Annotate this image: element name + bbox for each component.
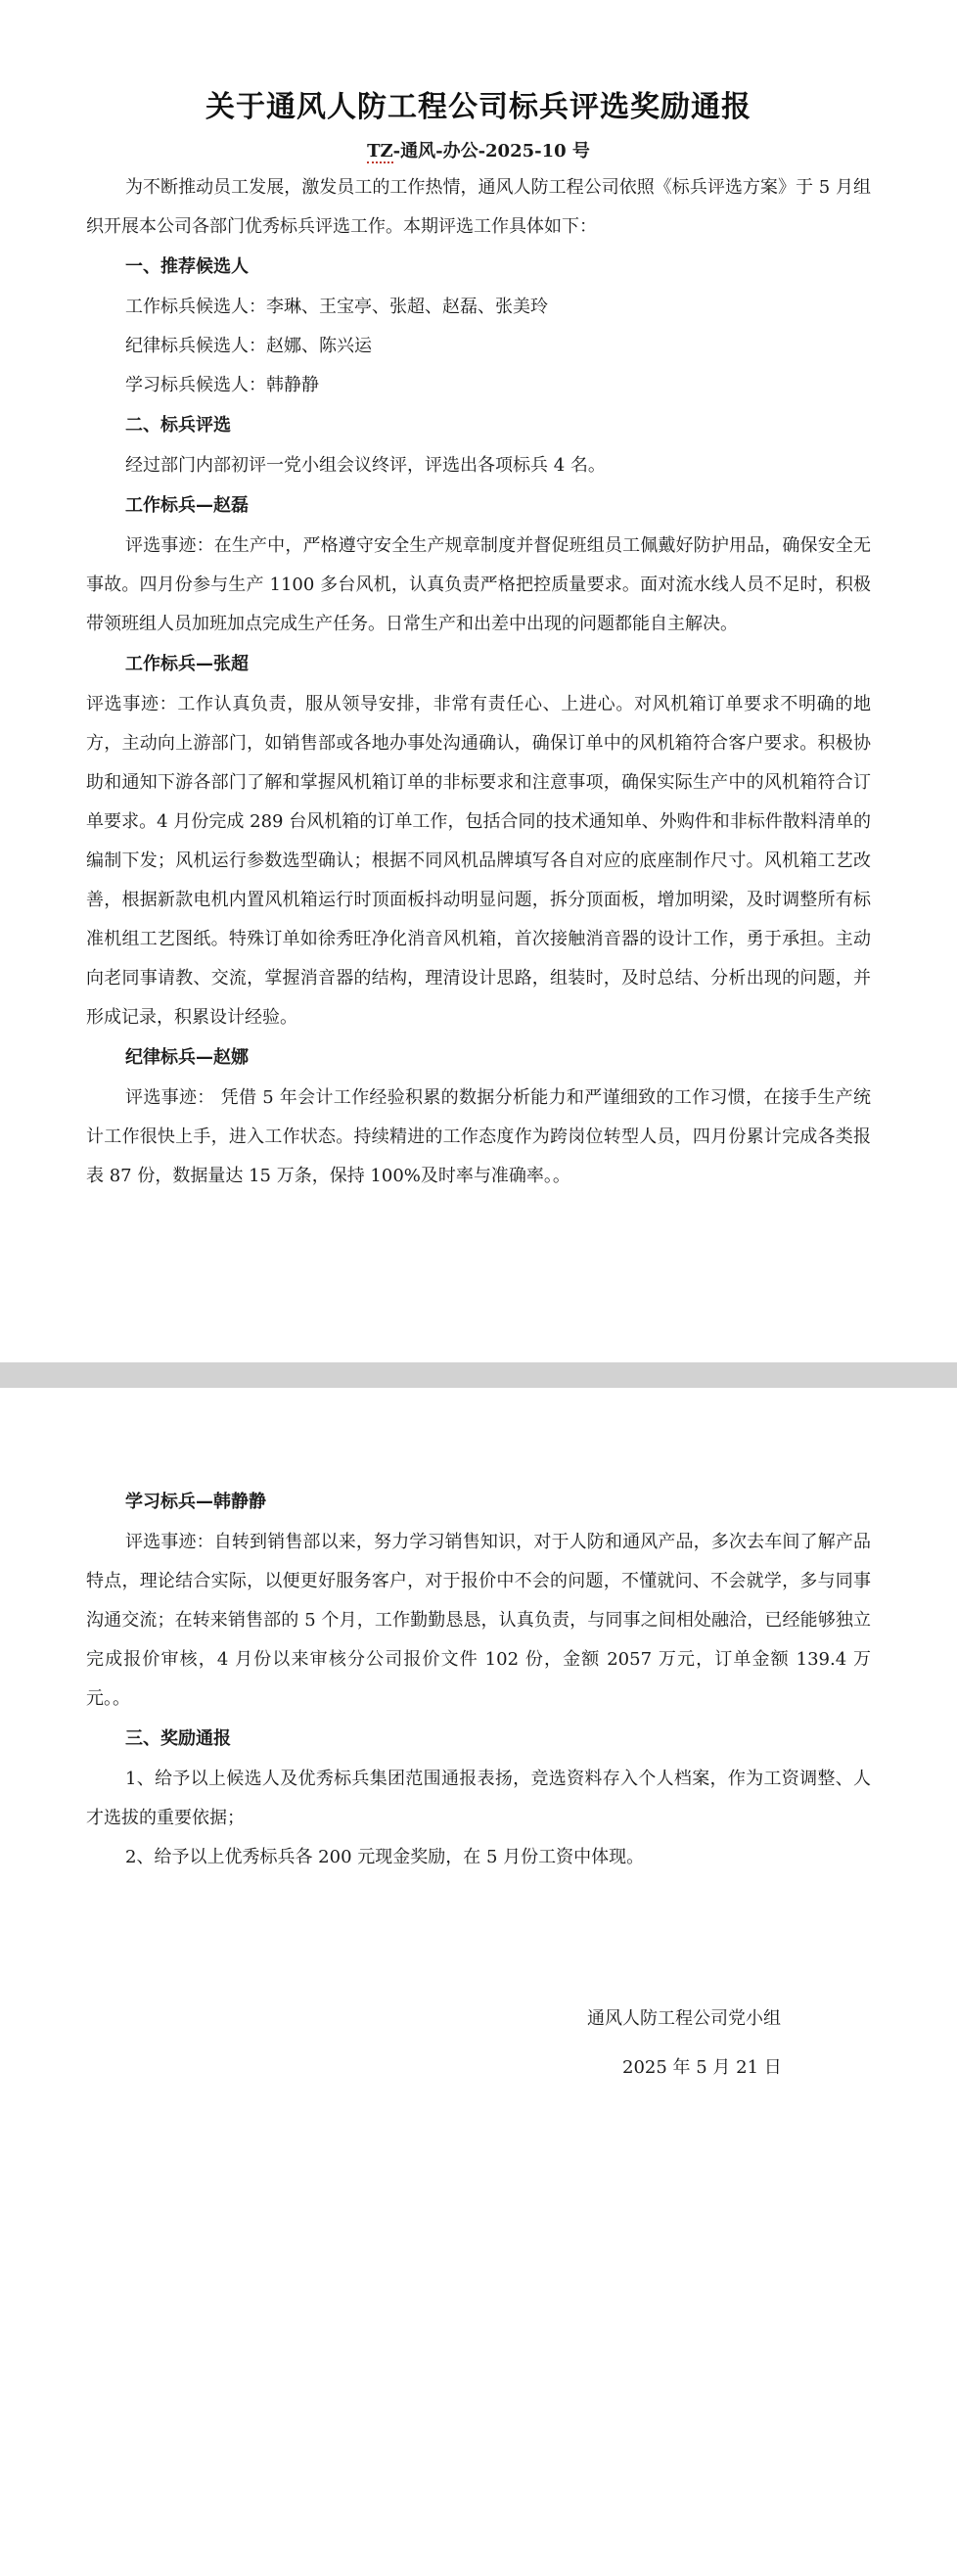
section-heading-rewards: 三、奖励通报 (125, 1728, 231, 1749)
document-number-prefix: TZ (367, 141, 393, 161)
award-text: 评选事迹： 凭借 5 年会计工作经验积累的数据分析能力和严谨细致的工作习惯，在接手生产统计工作很快上手，进入工作状态。持续精进的工作态度作为跨岗位转型人员，四月份累计完成各类报表 87 份，数据量达 15 万条，保持 100%及时率与准确率。。 (86, 1087, 871, 1186)
signature-organization: 通风人防工程公司党小组 (587, 2008, 781, 2029)
candidate-line: 学习标兵候选人：韩静静 (125, 375, 319, 395)
section-heading-selection: 二、标兵评选 (125, 415, 231, 436)
award-title: 工作标兵—赵磊 (125, 495, 249, 516)
document-body-page-2 (86, 1482, 871, 1877)
award-text: 评选事迹：工作认真负责，服从领导安排，非常有责任心、上进心。对风机箱订单要求不明确的地方，主动向上游部门，如销售部或各地办事处沟通确认，确保订单中的风机箱符合客户要求。积极协助和通知下游各部门了解和掌握风机箱订单的非标要求和注意事项，确保实际生产中的风机箱符合订单要求。4 月份完成 289 台风机箱的订单工作，包括合同的技术通知单、外购件和非标件散料清单的编制下发；风机运行参数选型确认；根据不同风机品牌填写各自对应的底座制作尺寸。风机箱工艺改善，根据新款电机内置风机箱运行时顶面板抖动明显问题，拆分顶面板，增加明梁，及时调整所有标准机组工艺图纸。特殊订单如徐秀旺净化消音风机箱，首次接触消音器的设计工作，勇于承担。主动向老同事请教、交流，掌握消音器的结构，理清设计思路，组装时，及时总结、分析出现的问题，并形成记录，积累设计经验。 (86, 694, 871, 1028)
selection-intro: 经过部门内部初评一党小组会议终评，评选出各项标兵 4 名。 (125, 455, 606, 476)
candidate-line: 纪律标兵候选人：赵娜、陈兴运 (125, 336, 372, 356)
document-body-page-1 (86, 168, 871, 1196)
signature-date: 2025 年 5 月 21 日 (622, 2057, 782, 2078)
award-title: 纪律标兵—赵娜 (125, 1047, 249, 1068)
reward-item: 2、给予以上优秀标兵各 200 元现金奖励，在 5 月份工资中体现。 (125, 1847, 645, 1867)
award-title: 学习标兵—韩静静 (125, 1492, 266, 1512)
award-text: 评选事迹：在生产中，严格遵守安全生产规章制度并督促班组员工佩戴好防护用品，确保安全无事故。四月份参与生产 1100 多台风机，认真负责严格把控质量要求。面对流水线人员不足时，积极带领班组人员加班加点完成生产任务。日常生产和出差中出现的问题都能自主解决。 (86, 535, 871, 634)
document-number-rest: -通风-办公-2025-10 号 (392, 141, 590, 161)
reward-item: 1、给予以上候选人及优秀标兵集团范围通报表扬，竞选资料存入个人档案，作为工资调整、人才选拔的重要依据； (86, 1769, 871, 1828)
award-text: 评选事迹：自转到销售部以来，努力学习销售知识，对于人防和通风产品，多次去车间了解产品特点，理论结合实际，以便更好服务客户，对于报价中不会的问题，不懂就问、不会就学，多与同事沟通交流；在转来销售部的 5 个月，工作勤勤恳恳，认真负责，与同事之间相处融洽，已经能够独立完成报价审核，4 月份以来审核分公司报价文件 102 份，金额 2057 万元，订单金额 139.4 万元。。 (86, 1532, 871, 1709)
candidate-line: 工作标兵候选人：李琳、王宝亭、张超、赵磊、张美玲 (125, 297, 548, 317)
intro-paragraph: 为不断推动员工发展，激发员工的工作热情，通风人防工程公司依照《标兵评选方案》于 5 月组织开展本公司各部门优秀标兵评选工作。本期评选工作具体如下： (86, 177, 871, 237)
section-heading-candidates: 一、推荐候选人 (125, 256, 249, 277)
document-page-2 (0, 1388, 957, 2576)
award-title: 工作标兵—张超 (125, 654, 249, 674)
document-number (0, 137, 957, 162)
document-title: 关于通风人防工程公司标兵评选奖励通报 (205, 90, 752, 124)
